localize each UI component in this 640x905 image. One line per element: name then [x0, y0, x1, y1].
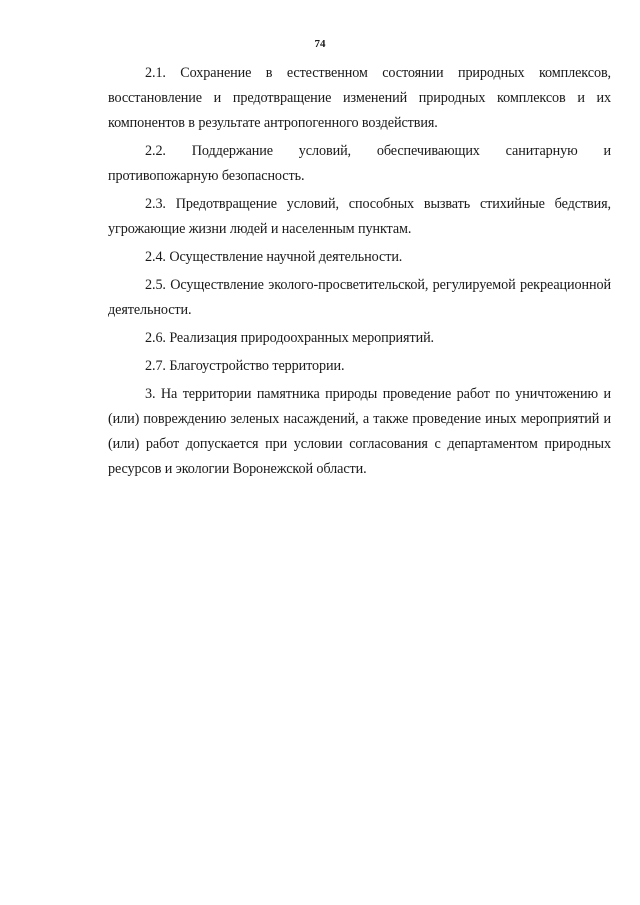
page-number: 74	[314, 38, 326, 50]
paragraph-3: 3. На территории памятника природы проведение работ по уничтожению и (или) повреждению зеленых насаждений, а также проведение иных мероприятий и (или) работ допускается при условии согласования с департаментом природных ресурсов и экологии Воронежской области.	[108, 386, 611, 477]
paragraph-2-2: 2.2. Поддержание условий, обеспечивающих санитарную и противопожарную безопасность.	[108, 143, 611, 184]
paragraph-2-6: 2.6. Реализация природоохранных мероприятий.	[145, 330, 435, 346]
paragraph-2-1: 2.1. Сохранение в естественном состоянии природных комплексов, восстановление и предотвращение изменений природных комплексов и их компонентов в результате антропогенного воздействия.	[108, 65, 611, 131]
paragraph-2-5: 2.5. Осуществление эколого-просветительской, регулируемой рекреационной деятельности.	[108, 277, 611, 318]
paragraph-2-3: 2.3. Предотвращение условий, способных вызвать стихийные бедствия, угрожающие жизни людей и населенным пунктам.	[108, 196, 611, 237]
document-body	[108, 61, 611, 485]
paragraph-2-4: 2.4. Осуществление научной деятельности.	[145, 249, 403, 265]
paragraph-2-7: 2.7. Благоустройство территории.	[145, 358, 345, 374]
